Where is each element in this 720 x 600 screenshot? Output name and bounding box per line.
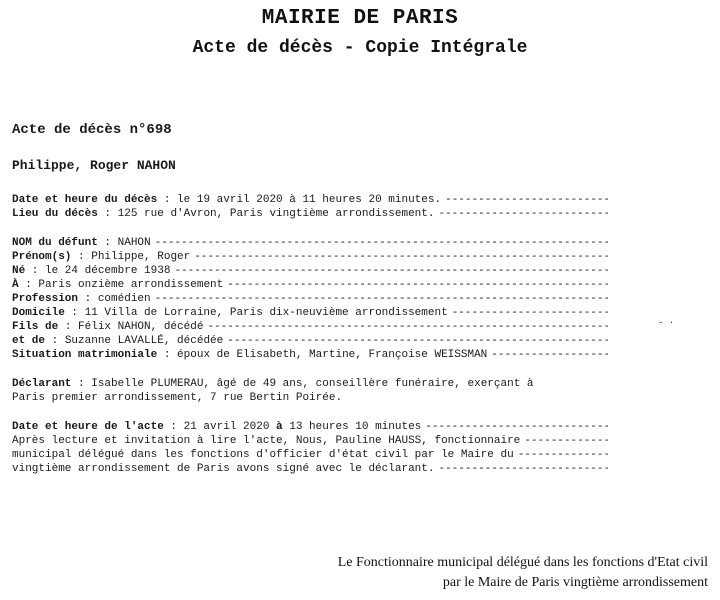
signature-caption-2: par le Maire de Paris vingtième arrondissement xyxy=(442,575,708,590)
fils-label: Fils de xyxy=(12,321,59,333)
deceased-name: Philippe, Roger NAHON xyxy=(12,158,176,173)
dash-filler xyxy=(227,278,608,292)
deceased-mother-line xyxy=(12,334,608,348)
act-date-label: Date et heure de l'acte xyxy=(12,421,164,433)
nom-label: NOM du défunt xyxy=(12,237,98,249)
prenoms-label: Prénom(s) xyxy=(12,251,72,263)
death-date-label: Date et heure du décès xyxy=(12,194,158,206)
act-text-line-4 xyxy=(12,462,608,476)
declarant-label: Déclarant xyxy=(12,378,72,390)
a-value: : Paris onzième arrondissement xyxy=(18,279,224,291)
deceased-marital-line xyxy=(12,348,608,362)
dash-filler xyxy=(491,348,608,362)
et-value: : Suzanne LAVALLÉ, décédée xyxy=(45,335,224,347)
act-text-line-3 xyxy=(12,448,608,462)
dash-filler xyxy=(438,462,608,476)
death-date-line xyxy=(12,193,608,207)
dash-filler xyxy=(524,434,608,448)
domicile-value: : 11 Villa de Lorraine, Paris dix-neuvième arrondissement xyxy=(64,307,448,319)
deceased-prenoms-line xyxy=(12,250,608,264)
ne-label: Né xyxy=(12,265,26,277)
fils-value: : Félix NAHON, décédé xyxy=(58,321,204,333)
act-date-value-bold: à xyxy=(276,421,283,433)
dash-filler xyxy=(207,320,608,334)
death-date-value: : le 19 avril 2020 à 11 heures 20 minutes. xyxy=(157,194,442,206)
death-place-value: : 125 rue d'Avron, Paris vingtième arrondissement. xyxy=(97,208,435,220)
dash-filler xyxy=(518,448,608,462)
situation-label: Situation matrimoniale xyxy=(12,349,158,361)
act-number: Acte de décès n°698 xyxy=(12,122,172,138)
declarant-line-1 xyxy=(12,377,608,391)
profession-value: : comédien xyxy=(78,293,151,305)
declarant-value-2: Paris premier arrondissement, 7 rue Bertin Poirée. xyxy=(12,392,343,404)
deceased-domicile-line xyxy=(12,306,608,320)
act-text-2: Après lecture et invitation à lire l'acte, Nous, Pauline HAUSS, fonctionnaire xyxy=(12,435,521,447)
act-date-value-b: 13 heures 10 minutes xyxy=(282,421,422,433)
dash-filler xyxy=(194,250,608,264)
ne-value: : le 24 décembre 1938 xyxy=(25,265,171,277)
deceased-father-line xyxy=(12,320,608,334)
deceased-profession-line xyxy=(12,292,608,306)
a-label: À xyxy=(12,279,19,291)
act-text-3: municipal délégué dans les fonctions d'officier d'état civil par le Maire du xyxy=(12,449,514,461)
dash-filler xyxy=(425,420,608,434)
dash-filler xyxy=(445,193,608,207)
act-text-line-2 xyxy=(12,434,608,448)
scan-speck: - · xyxy=(658,318,675,328)
document-title: MAIRIE DE PARIS xyxy=(261,7,459,30)
deceased-birthplace-line xyxy=(12,278,608,292)
et-label: et de xyxy=(12,335,46,347)
dash-filler xyxy=(227,334,608,348)
dash-filler xyxy=(438,207,608,221)
act-date-value-a: : 21 avril 2020 xyxy=(163,421,277,433)
death-place-line xyxy=(12,207,608,221)
profession-label: Profession xyxy=(12,293,79,305)
act-text-4: vingtième arrondissement de Paris avons signé avec le déclarant. xyxy=(12,463,435,475)
deceased-nom-line xyxy=(12,236,608,250)
situation-value: : époux de Elisabeth, Martine, Françoise WEISSMAN xyxy=(157,349,488,361)
deceased-birth-line xyxy=(12,264,608,278)
dash-filler xyxy=(174,264,608,278)
prenoms-value: : Philippe, Roger xyxy=(71,251,191,263)
act-date-line xyxy=(12,420,608,434)
signature-caption-1: Le Fonctionnaire municipal délégué dans les fonctions d'Etat civil xyxy=(337,555,708,570)
dash-filler xyxy=(155,292,608,306)
death-place-label: Lieu du décès xyxy=(12,208,98,220)
dash-filler xyxy=(452,306,608,320)
nom-value: : NAHON xyxy=(97,237,151,249)
document-subtitle: Acte de décès - Copie Intégrale xyxy=(192,38,528,58)
declarant-line-2 xyxy=(12,391,608,405)
declarant-value: : Isabelle PLUMERAU, âgé de 49 ans, conseillère funéraire, exerçant à xyxy=(71,378,534,390)
dash-filler xyxy=(155,236,608,250)
domicile-label: Domicile xyxy=(12,307,65,319)
